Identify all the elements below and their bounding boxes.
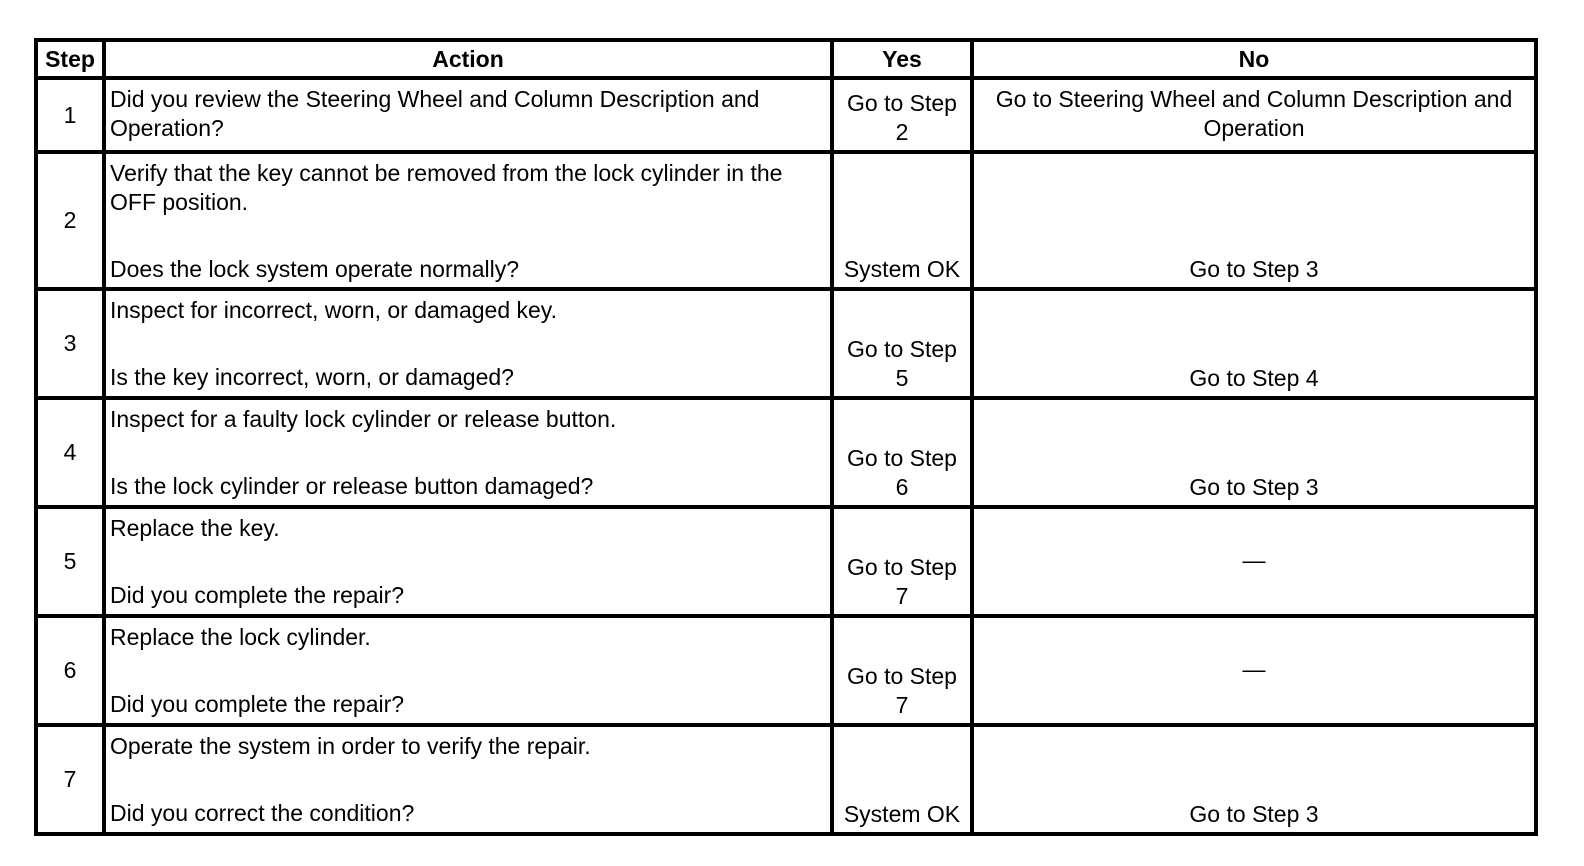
table-row: [36, 289, 1536, 398]
action-instruction: Operate the system in order to verify the repair.: [110, 733, 591, 759]
action-instruction: Inspect for a faulty lock cylinder or release button.: [110, 406, 617, 432]
step-number: 5: [36, 507, 104, 616]
header-action: Action: [104, 40, 832, 78]
action-question: Does the lock system operate normally?: [110, 256, 520, 282]
table-row: [36, 725, 1536, 834]
header-no: No: [972, 40, 1536, 78]
header-step: Step: [36, 40, 104, 78]
yes-result: Go to Step 6: [832, 398, 972, 507]
action-text: [104, 725, 832, 834]
header-yes: Yes: [832, 40, 972, 78]
action-instruction: Did you review the Steering Wheel and Column Description and Operation?: [110, 86, 760, 141]
table-row: [36, 398, 1536, 507]
action-question: Did you complete the repair?: [110, 691, 405, 717]
no-result: —: [972, 507, 1536, 616]
action-text: [104, 398, 832, 507]
action-question: Is the key incorrect, worn, or damaged?: [110, 364, 514, 390]
action-instruction: Verify that the key cannot be removed from the lock cylinder in the OFF position.: [110, 160, 783, 215]
action-instruction: Inspect for incorrect, worn, or damaged key.: [110, 297, 557, 323]
no-result: Go to Step 3: [972, 152, 1536, 289]
step-number: 7: [36, 725, 104, 834]
table-row: [36, 152, 1536, 289]
yes-result: System OK: [832, 725, 972, 834]
table-row: [36, 78, 1536, 152]
no-result: Go to Step 4: [972, 289, 1536, 398]
header-row: [36, 40, 1536, 78]
step-number: 2: [36, 152, 104, 289]
yes-result: Go to Step 2: [832, 78, 972, 152]
diagnostic-table: [34, 38, 1538, 836]
no-result: Go to Step 3: [972, 725, 1536, 834]
yes-result: System OK: [832, 152, 972, 289]
step-number: 4: [36, 398, 104, 507]
action-question: Did you complete the repair?: [110, 582, 405, 608]
table-row: [36, 507, 1536, 616]
yes-result: Go to Step 7: [832, 616, 972, 725]
action-text: [104, 152, 832, 289]
no-result: Go to Steering Wheel and Column Description and Operation: [972, 78, 1536, 152]
action-text: [104, 289, 832, 398]
step-number: 6: [36, 616, 104, 725]
no-result: —: [972, 616, 1536, 725]
action-text: [104, 78, 832, 152]
action-text: [104, 507, 832, 616]
action-instruction: Replace the lock cylinder.: [110, 624, 371, 650]
step-number: 1: [36, 78, 104, 152]
action-question: Did you correct the condition?: [110, 800, 415, 826]
yes-result: Go to Step 7: [832, 507, 972, 616]
yes-result: Go to Step 5: [832, 289, 972, 398]
action-question: Is the lock cylinder or release button damaged?: [110, 473, 594, 499]
no-result: Go to Step 3: [972, 398, 1536, 507]
step-number: 3: [36, 289, 104, 398]
table-row: [36, 616, 1536, 725]
action-instruction: Replace the key.: [110, 515, 280, 541]
action-text: [104, 616, 832, 725]
